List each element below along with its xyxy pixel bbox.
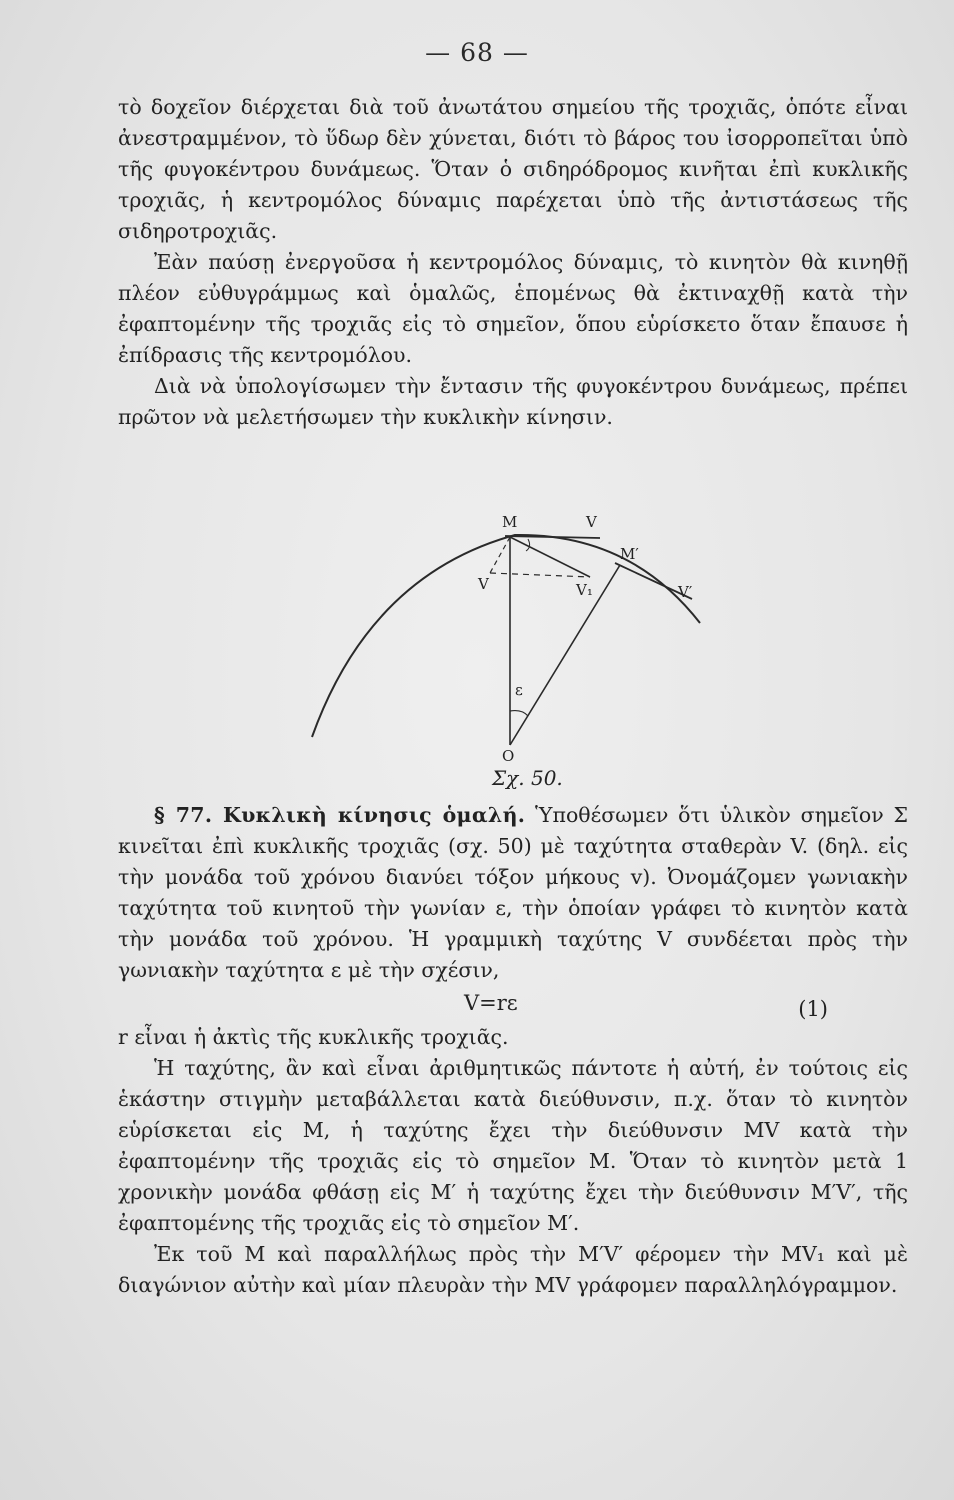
formula-v-equals-r-epsilon: V=rε [464, 991, 518, 1015]
paragraph-centrifugal-example: τὸ δοχεῖον διέρχεται διὰ τοῦ ἀνωτάτου σημείου τῆς τροχιᾶς, ὁπότε εἶναι ἀνεστραμμένον, τὸ ὕδωρ δὲν χύνεται, διότι τὸ βάρος του ἰσορροπεῖται ὑπὸ τῆς φυγοκέντρου δυνάμεως. Ὅταν ὁ σιδηρόδρομος κινῆται ἐπὶ κυκλικῆς τροχιᾶς, ἡ κεντρομόλος δύναμις παρέχεται ὑπὸ τῆς ἀντιστάσεως τῆς σιδηροτροχιᾶς. [118, 95, 908, 243]
line-mv1 [510, 537, 590, 577]
paragraph-parallelogram: Ἐκ τοῦ Μ καὶ παραλλήλως πρὸς τὴν M′V′ φέρομεν τὴν MV₁ καὶ μὲ διαγώνιον αὐτὴν καὶ μίαν πλευρὰν τὴν MV γράφομεν παραλληλόγραμμον. [118, 1242, 908, 1297]
section-intro-text: Ὑποθέσωμεν ὅτι ὑλικὸν σημεῖον Σ κινεῖται ἐπὶ κυκλικῆς τροχιᾶς (σχ. 50) μὲ ταχύτητα σταθερὰν V. (δηλ. εἰς τὴν μονάδα τοῦ χρόνου διανύει τόξον μήκους v). Ὀνομάζομεν γωνιακὴν ταχύτητα τοῦ κινητοῦ τὴν γωνίαν ε, τὴν ὁποίαν γράφει τὸ κινητὸν κατὰ τὴν μονάδα τοῦ χρόνου. Ἡ γραμμικὴ ταχύτης V συνδέεται πρὸς τὴν γωνιακὴν ταχύτητα ε μὲ τὴν σχέσιν, [118, 803, 908, 982]
label-m-prime: M′ [620, 545, 639, 563]
label-epsilon: ε [515, 681, 523, 699]
paragraph-velocity-direction: Ἡ ταχύτης, ἂν καὶ εἶναι ἀριθμητικῶς πάντοτε ἡ αὐτή, ἐν τούτοις εἰς ἑκάστην στιγμὴν μεταβάλλεται κατὰ διεύθυνσιν, π.χ. ὅταν τὸ κινητὸν εὑρίσκεται εἰς Μ, ἡ ταχύτης ἔχει τὴν διεύθυνσιν MV κατὰ τὴν ἐφαπτομένην τῆς τροχιᾶς εἰς τὸ σημεῖον Μ. Ὅταν τὸ κινητὸν μετὰ 1 χρονικὴν μονάδα φθάσῃ εἰς Μ′ ἡ ταχύτης ἔχει τὴν διεύθυνσιν M′V′, τῆς ἐφαπτομένης τῆς τροχιᾶς εἰς τὸ σημεῖον Μ′. [118, 1056, 908, 1235]
trajectory-arc [312, 535, 700, 737]
formula-row [118, 988, 908, 1022]
label-m: M [502, 513, 518, 531]
label-v-prime: V′ [678, 583, 693, 601]
section-heading: § 77. Κυκλικὴ κίνησις ὁμαλή. [154, 803, 526, 827]
equation-number: (1) [798, 997, 828, 1021]
angle-epsilon-arc [510, 711, 528, 716]
section-77-intro-paragraph [118, 800, 908, 986]
page-number: — 68 — [425, 38, 529, 67]
label-v-left: V [478, 575, 489, 593]
radius-om-prime [510, 565, 620, 745]
paragraph-tangent-release: Ἐὰν παύσῃ ἐνεργοῦσα ἡ κεντρομόλος δύναμις, τὸ κινητὸν θὰ κινηθῇ πλέον εὐθυγράμμως καὶ ὁμαλῶς, ἑπομένως θὰ ἐκτιναχθῇ κατὰ τὴν ἐφαπτομένην τῆς τροχιᾶς εἰς τὸ σημεῖον, ὅπου εὑρίσκετο ὅταν ἔπαυσε ἡ ἐπίδρασις τῆς κεντρομόλου. [118, 250, 908, 367]
label-o: O [502, 747, 515, 765]
figure-50 [300, 505, 740, 795]
top-text-block [118, 92, 908, 433]
label-v1: V₁ [576, 581, 593, 599]
figure-caption: Σχ. 50. [492, 766, 563, 790]
radius-definition: r εἶναι ἡ ἀκτὶς τῆς κυκλικῆς τροχιᾶς. [118, 1025, 509, 1049]
section-77-block [118, 800, 908, 1301]
label-v: V [586, 513, 597, 531]
figure-50-diagram [300, 505, 740, 795]
dashed-v-v1 [490, 573, 590, 577]
paragraph-circular-motion-intro: Διὰ νὰ ὑπολογίσωμεν τὴν ἔντασιν τῆς φυγοκέντρου δυνάμεως, πρέπει πρῶτον νὰ μελετήσωμεν τὴν κυκλικὴν κίνησιν. [118, 374, 908, 429]
tangent-mv [505, 536, 600, 538]
